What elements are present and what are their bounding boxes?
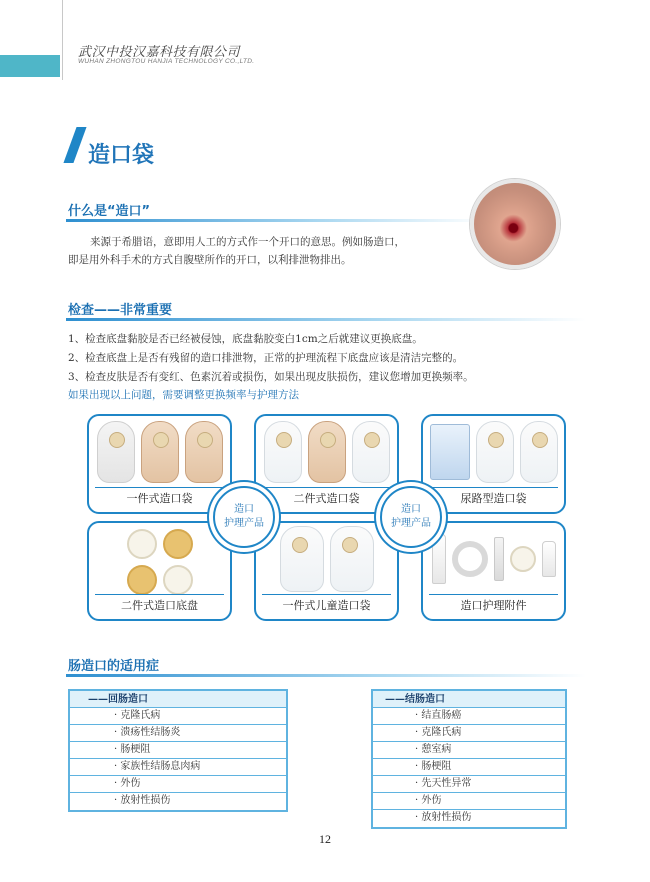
product-card-one-piece-pouch[interactable]	[87, 414, 232, 514]
pouch-image	[185, 421, 223, 483]
baseplate-image	[163, 565, 193, 595]
table-cell: · 肠梗阻	[415, 761, 452, 772]
section-heading-what-is-stoma: 什么是“造口”	[68, 204, 151, 219]
pouch-image	[308, 421, 346, 483]
company-name-english: WUHAN ZHONGTOU HANJIA TECHNOLOGY CO.,LTD.	[78, 58, 255, 65]
pouch-image	[476, 421, 514, 483]
card-divider	[429, 487, 558, 488]
inspection-item-2: 2、检查底盘上是否有残留的造口排泄物，正常的护理流程下底盘应该是清洁完整的。	[68, 352, 464, 364]
product-label: 尿路型造口袋	[460, 492, 527, 505]
table-cell: · 放射性损伤	[114, 795, 171, 806]
table-cell: · 溃疡性结肠炎	[114, 727, 181, 738]
card-divider	[262, 487, 391, 488]
product-label: 一件式造口袋	[126, 492, 193, 505]
hub-text: 护理产品	[391, 518, 431, 529]
pouch-image	[352, 421, 390, 483]
table-cell: · 放射性损伤	[415, 812, 472, 823]
table-row	[373, 793, 565, 810]
spray-bottle-image	[432, 534, 446, 584]
baseplate-image	[127, 529, 157, 559]
product-label: 二件式造口底盘	[121, 599, 198, 612]
hub-text: 造口	[234, 504, 254, 515]
inspection-item-3: 3、检查皮肤是否有变红、色素沉着或损伤，如果出现皮肤损伤，建议您增加更换频率。	[68, 371, 474, 383]
table-colostomy	[371, 689, 567, 829]
product-card-urostomy-pouch[interactable]	[421, 414, 566, 514]
table-ileostomy	[68, 689, 288, 812]
definition-line-1: 来源于希腊语，意即用人工的方式作一个开口的意思。例如肠造口，	[90, 236, 405, 248]
table-cell: · 外伤	[114, 778, 141, 789]
card-divider	[262, 594, 391, 595]
company-name: 武汉中投汉嘉科技有限公司	[78, 45, 241, 60]
belt-image	[452, 541, 488, 577]
card-divider	[429, 594, 558, 595]
card-divider	[95, 487, 224, 488]
page-number: 12	[319, 832, 331, 846]
hub-text: 护理产品	[224, 518, 264, 529]
product-images	[256, 523, 397, 595]
section-heading-inspection: 检查——非常重要	[68, 303, 173, 318]
table-row	[373, 708, 565, 725]
pouch-image	[520, 421, 558, 483]
table-header: ——回肠造口	[70, 691, 286, 708]
header-divider	[62, 0, 63, 80]
table-row	[373, 742, 565, 759]
table-row	[373, 725, 565, 742]
table-cell: · 家族性结肠息肉病	[114, 761, 201, 772]
table-cell: · 结直肠癌	[415, 710, 462, 721]
product-card-two-piece-baseplate[interactable]	[87, 521, 232, 621]
table-row	[373, 776, 565, 793]
product-images	[423, 416, 564, 488]
section-rule	[66, 318, 586, 321]
table-row	[70, 708, 286, 725]
hub-text: 造口	[401, 504, 421, 515]
product-card-two-piece-pouch[interactable]	[254, 414, 399, 514]
table-row	[70, 725, 286, 742]
section-heading-indications: 肠造口的适用症	[68, 659, 160, 674]
product-label: 一件式儿童造口袋	[282, 599, 371, 612]
header-accent-bar	[0, 55, 60, 77]
baseplate-image	[127, 565, 157, 595]
product-images	[89, 523, 230, 595]
hub-stoma-care-products	[380, 486, 442, 548]
inspection-item-1: 1、检查底盘黏胶是否已经被侵蚀，底盘黏胶变白1cm之后就建议更换底盘。	[68, 333, 423, 345]
table-cell: · 憩室病	[415, 744, 452, 755]
table-cell: · 外伤	[415, 795, 442, 806]
table-row	[70, 793, 286, 810]
stoma-photo	[470, 179, 560, 269]
hub-stoma-care-products	[213, 486, 275, 548]
title-slash-mark	[63, 127, 86, 163]
page-title: 造口袋	[88, 143, 155, 168]
card-divider	[95, 594, 224, 595]
product-card-accessories[interactable]	[421, 521, 566, 621]
ring-image	[510, 546, 536, 572]
table-cell: · 克隆氏病	[415, 727, 462, 738]
table-row	[70, 742, 286, 759]
table-cell: · 先天性异常	[415, 778, 472, 789]
product-label: 造口护理附件	[460, 599, 527, 612]
table-cell: · 克隆氏病	[114, 710, 161, 721]
product-label: 二件式造口袋	[293, 492, 360, 505]
baseplate-image	[163, 529, 193, 559]
definition-line-2: 即是用外科手术的方式自腹壁所作的开口，以利排泄物排出。	[68, 254, 352, 266]
product-card-child-pouch[interactable]	[254, 521, 399, 621]
table-row	[373, 810, 565, 827]
table-cell: · 肠梗阻	[114, 744, 151, 755]
bottle-image	[542, 541, 556, 577]
table-header: ——结肠造口	[373, 691, 565, 708]
pouch-image	[280, 526, 324, 592]
pouch-image	[141, 421, 179, 483]
product-images	[256, 416, 397, 488]
inspection-note: 如果出现以上问题，需要调整更换频率与护理方法	[68, 389, 299, 401]
pouch-image	[330, 526, 374, 592]
pouch-image	[264, 421, 302, 483]
product-images	[423, 523, 564, 595]
product-images	[89, 416, 230, 488]
section-rule	[66, 674, 586, 677]
section-rule	[66, 219, 486, 222]
paste-tube-image	[494, 537, 504, 581]
table-row	[70, 759, 286, 776]
table-row	[70, 776, 286, 793]
table-row	[373, 759, 565, 776]
package-image	[430, 424, 470, 480]
pouch-image	[97, 421, 135, 483]
